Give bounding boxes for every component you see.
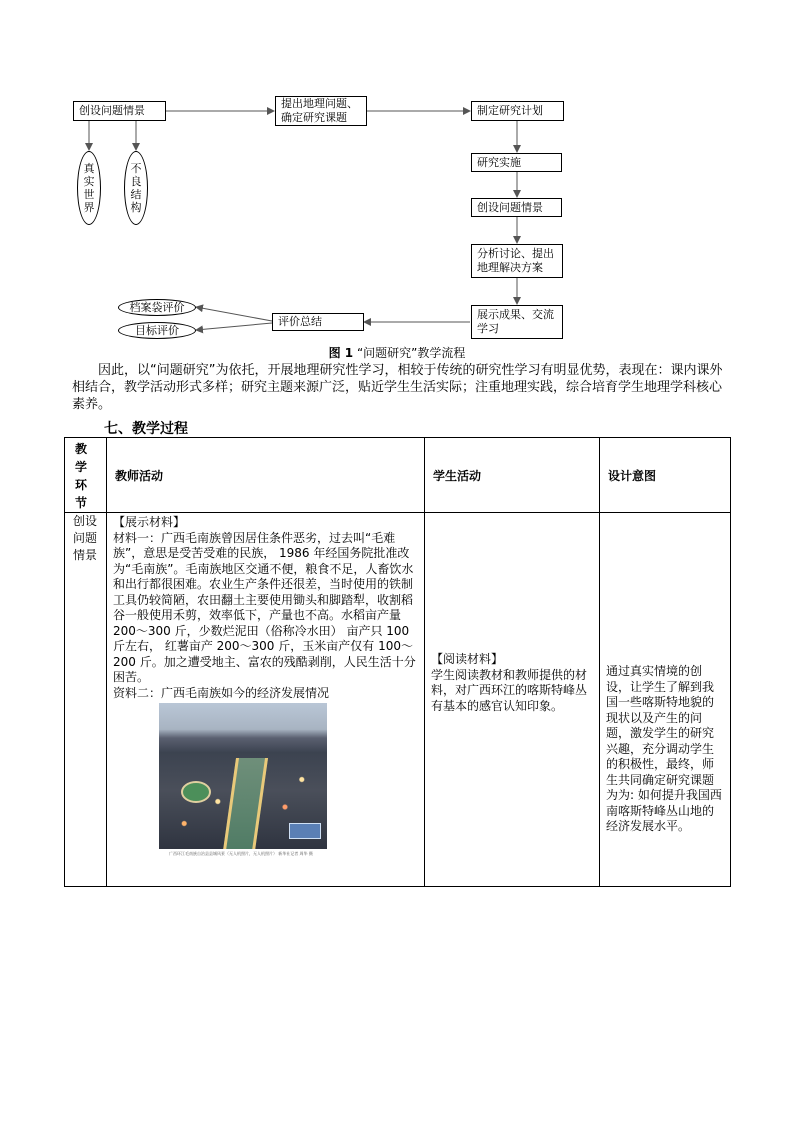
figure-caption <box>0 344 794 361</box>
student-activity-text <box>425 513 599 714</box>
oval-real-world <box>77 151 101 225</box>
stadium-shape <box>181 781 211 803</box>
arrow-evaluate-to-portfolio <box>196 307 272 321</box>
oval-portfolio-eval: 档案袋评价 <box>118 299 196 316</box>
table-row <box>65 513 731 887</box>
header-design: 设计意图 <box>600 438 731 513</box>
material-two: 资料二：广西毛南族如今的经济发展情况 <box>113 685 330 700</box>
node-present: 展示成果、交流 学习 <box>471 305 563 339</box>
student-activity-title: 【阅读材料】 <box>431 652 504 666</box>
xinhua-logo-icon <box>289 823 321 839</box>
stage-cell: 创设 问题 情景 <box>65 513 107 887</box>
header-teacher: 教师活动 <box>107 438 425 513</box>
node-make-plan: 制定研究计划 <box>471 101 564 121</box>
figure-number: 图 1 <box>328 346 354 360</box>
node-create-situation: 创设问题情景 <box>73 101 166 121</box>
teacher-activity-cell <box>107 513 425 887</box>
teacher-activity-text <box>107 513 424 701</box>
node-analyze: 分析讨论、提出 地理解决方案 <box>471 244 563 278</box>
teaching-process-table <box>64 437 731 887</box>
oval-real-world-label: 真 实 世 界 <box>83 162 95 214</box>
student-activity-cell <box>425 513 600 887</box>
design-intent-text <box>600 513 730 835</box>
figure-title: “问题研究”教学流程 <box>356 346 466 360</box>
node-raise-question: 提出地理问题、 确定研究课题 <box>275 96 367 126</box>
design-intent-cell <box>600 513 731 887</box>
header-stage: 教 学 环 节 <box>65 438 107 513</box>
flowchart-connectors <box>0 0 794 345</box>
node-create-situation-2: 创设问题情景 <box>471 198 562 217</box>
body-paragraph: 因此，以“问题研究”为依托，开展地理研究性学习，相较于传统的研究性学习有明显优势，表现在：课内课外相结合，教学活动形式多样；研究主题来源广泛，贴近学生生活实际；注重地理实践，综合培育学生地理学科核心素养。 <box>72 363 723 412</box>
design-intent-body: 通过真实情境的创设，让学生了解到我国一些喀斯特地貌的现状以及产生的问题，激发学生的研究兴趣，充分调动学生的积极性，最终，师生共同确定研究课题为为: 如何提升我国西南喀斯特峰丛山地的经济发展水平。 <box>606 664 722 833</box>
arrow-evaluate-to-goal <box>196 323 272 330</box>
student-activity-body: 学生阅读教材和教师提供的材料，对广西环江的喀斯特峰丛有基本的感官认知印象。 <box>431 667 588 713</box>
photo-caption: 广西环江毛南族自治县县城风景（无人机照片，无人机照片） 新华社记者 周华 摄 <box>169 851 313 856</box>
table-header-row <box>65 438 731 513</box>
node-implement: 研究实施 <box>471 153 562 172</box>
header-student: 学生活动 <box>425 438 600 513</box>
section-heading: 七、教学过程 <box>104 421 188 437</box>
material-one: 材料一：广西毛南族曾因居住条件恶劣，过去叫“毛难族”，意思是受苦受难的民族， 1986 年经国务院批准改为“毛南族”。毛南族地区交通不便，粮食不足，人畜饮水和出行都很困难。农业生产条件还很差，当时使用的铁制工具仍较简陋，农田翻土主要使用锄头和脚踏犁，收割稻谷一般使用禾剪，效率低下，产量也不高。水稻亩产量 200～300 斤，少数烂泥田（俗称冷水田） 亩产只 100 斤左右， 红薯亩产 200～300 斤，玉米亩产仅有 100～200 斤。加之遭受地主、富农的残酷剥削，人民生活十分困苦。 <box>113 530 416 684</box>
oval-ill-structured <box>124 151 148 225</box>
teacher-activity-title: 【展示材料】 <box>113 515 186 529</box>
oval-ill-structured-label: 不 良 结 构 <box>130 162 142 214</box>
maonan-county-photo <box>159 703 327 849</box>
node-evaluate: 评价总结 <box>272 313 364 331</box>
oval-goal-eval: 目标评价 <box>118 322 196 339</box>
